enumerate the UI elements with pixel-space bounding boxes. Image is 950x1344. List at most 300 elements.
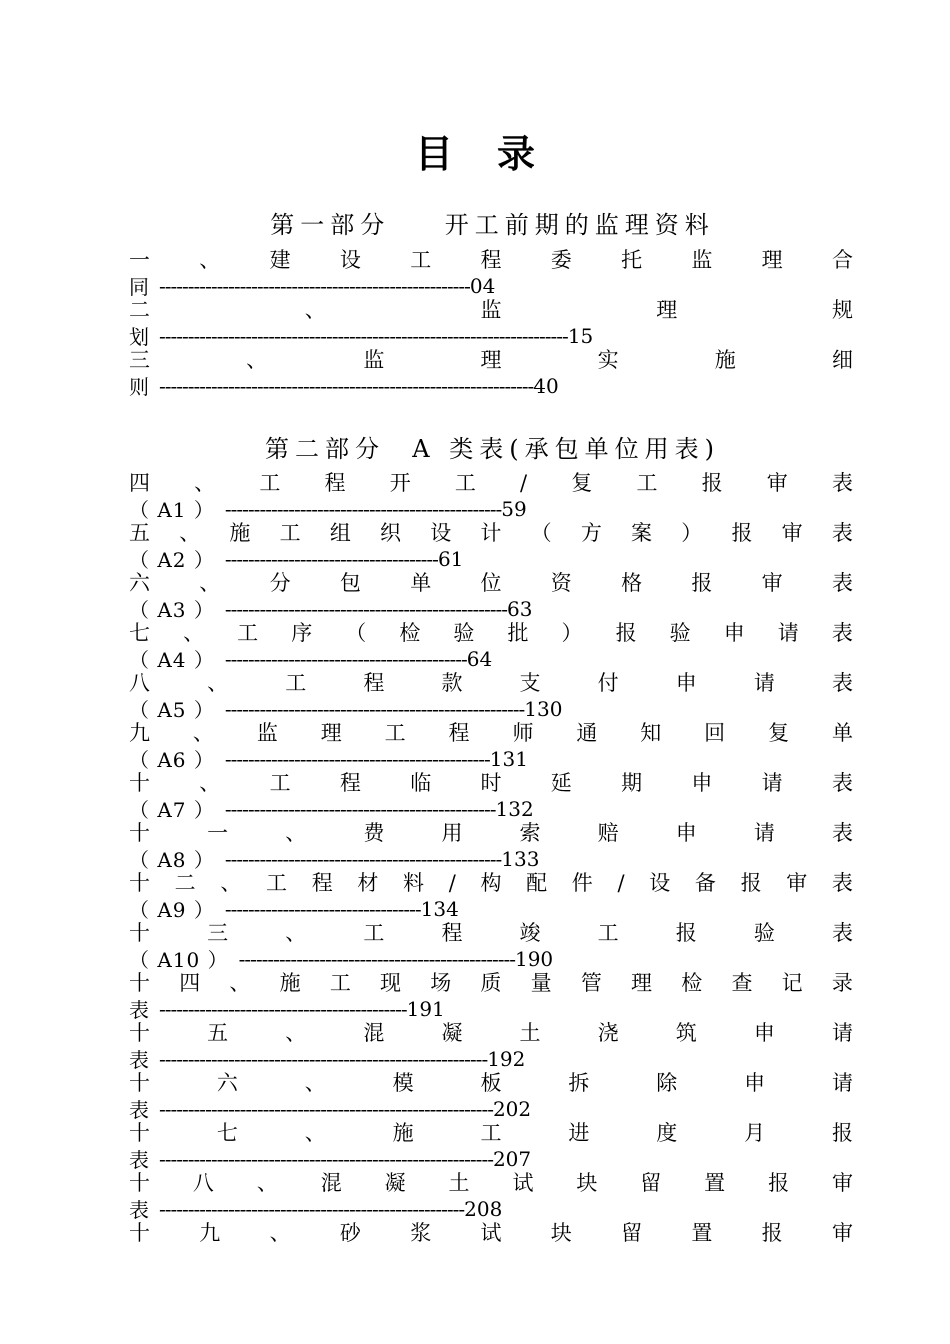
- entry-title-char: 设: [430, 521, 452, 545]
- entry-title-char: 除: [656, 1071, 678, 1095]
- entry-title-char: 监: [691, 248, 713, 272]
- page-number: 191: [406, 996, 445, 1021]
- entry-title-char: 十: [129, 1121, 150, 1145]
- entry-title-char: 二: [174, 871, 196, 895]
- entry-title-char: 四: [179, 971, 201, 995]
- entry-title-char: 件: [571, 871, 593, 895]
- dot-leader: ------------------------------------------------: [224, 846, 502, 871]
- dot-leader: -----------------------------------------------------: [159, 1196, 465, 1221]
- entry-leader-line: [129, 323, 853, 348]
- entry-leader-line: [129, 1046, 853, 1071]
- entry-title-char: 备: [694, 871, 716, 895]
- dot-leader: -------------------------------------------: [159, 996, 407, 1021]
- entry-leader-line: [129, 1096, 853, 1121]
- toc-entry[interactable]: [129, 1021, 853, 1071]
- entry-title-char: 十: [129, 1021, 150, 1045]
- entry-title-char: 验: [453, 621, 475, 645]
- entry-title-char: 场: [430, 971, 452, 995]
- entry-title-char: 、: [285, 921, 307, 945]
- entry-title-char: 批: [507, 621, 529, 645]
- entry-leader-label: （ A5 ）: [129, 698, 215, 721]
- entry-leader-label: 则: [129, 375, 149, 398]
- entry-title-char: 报: [761, 1221, 783, 1245]
- toc-entry[interactable]: [129, 521, 853, 571]
- entry-title-char: 、: [220, 871, 242, 895]
- entry-title-char: 、: [207, 671, 229, 695]
- entry-title-line: [129, 821, 853, 846]
- dot-leader: ----------------------------------------------------------: [159, 1096, 493, 1121]
- entry-title-char: 监: [480, 298, 502, 322]
- toc-entry[interactable]: [129, 971, 853, 1021]
- entry-title-char: 设: [649, 871, 671, 895]
- toc-entry[interactable]: [129, 1071, 853, 1121]
- entry-title-line: [129, 921, 853, 946]
- entry-title-char: 报: [740, 871, 762, 895]
- entry-title-line: [129, 1171, 853, 1196]
- entry-title-char: 建: [269, 248, 291, 272]
- entry-title-char: 留: [640, 1171, 662, 1195]
- dot-leader: -------------------------------------------------: [224, 596, 508, 621]
- entry-title-char: 临: [410, 771, 432, 795]
- entry-title-char: 施: [229, 521, 251, 545]
- entry-title-char: 施: [279, 971, 301, 995]
- entry-title-char: 程: [324, 471, 346, 495]
- entry-title-char: 回: [704, 721, 726, 745]
- entry-title-char: 砂: [339, 1221, 361, 1245]
- entry-leader-label: （ A1 ）: [129, 498, 215, 521]
- entry-title-char: 试: [512, 1171, 534, 1195]
- entry-leader-label: 表: [129, 1148, 149, 1171]
- entry-leader-line: [129, 946, 853, 971]
- entry-title-line: [129, 571, 853, 596]
- entry-title-char: 质: [480, 971, 502, 995]
- entry-title-char: 案: [631, 521, 653, 545]
- entry-title-char: 竣: [519, 921, 541, 945]
- entry-title-char: 试: [480, 1221, 502, 1245]
- page-number: 208: [464, 1196, 503, 1221]
- entry-title-char: 筑: [675, 1021, 697, 1045]
- entry-title-line: [129, 298, 853, 323]
- page-number: 202: [492, 1096, 532, 1121]
- page-number: 207: [492, 1146, 532, 1171]
- entry-leader-line: [129, 746, 853, 771]
- entry-title-char: 、: [194, 471, 216, 495]
- entry-leader-label: （ A3 ）: [129, 598, 215, 621]
- entry-title-char: /: [520, 471, 528, 495]
- toc-entry[interactable]: [129, 921, 853, 971]
- entry-title-char: 款: [441, 671, 463, 695]
- entry-title-char: 、: [304, 1121, 326, 1145]
- entry-title-char: 工: [237, 621, 259, 645]
- entry-title-char: 表: [831, 821, 853, 845]
- entry-title-char: 十: [129, 871, 150, 895]
- entry-title-char: 报: [731, 521, 753, 545]
- entry-title-char: 理: [761, 248, 783, 272]
- entry-title-char: 工: [363, 921, 385, 945]
- entry-title-char: 付: [597, 671, 619, 695]
- entry-title-char: 八: [192, 1171, 214, 1195]
- entry-title-char: 凝: [441, 1021, 463, 1045]
- entry-title-char: ）: [681, 521, 703, 545]
- entry-title-char: 、: [304, 298, 326, 322]
- entry-title-char: 计: [480, 521, 502, 545]
- entry-title-char: 位: [480, 571, 502, 595]
- entry-title-char: 三: [129, 348, 150, 372]
- entry-title-char: 六: [129, 571, 150, 595]
- dot-leader: ----------------------------------------------------: [224, 696, 525, 721]
- dot-leader: ----------------------------------: [224, 896, 421, 921]
- entry-leader-label: （ A8 ）: [129, 848, 215, 871]
- entry-title-char: 配: [526, 871, 548, 895]
- title-char: 目: [414, 130, 453, 176]
- entry-title-char: 申: [691, 771, 713, 795]
- page-number: 192: [487, 1046, 526, 1071]
- entry-title-line: [129, 521, 853, 546]
- toc-entry[interactable]: [129, 671, 853, 721]
- entry-title-char: 工: [454, 471, 476, 495]
- entry-leader-label: 划: [129, 325, 149, 348]
- entry-title-char: 、: [304, 1071, 326, 1095]
- entry-title-line: [129, 721, 853, 746]
- entry-title-char: 组: [329, 521, 351, 545]
- entry-title-char: 报: [701, 471, 723, 495]
- entry-title-char: 资: [550, 571, 572, 595]
- entry-title-char: 用: [441, 821, 463, 845]
- entry-title-char: 请: [761, 771, 783, 795]
- entry-title-char: 十: [129, 971, 150, 995]
- entry-title-char: 表: [831, 871, 853, 895]
- page-number: 190: [514, 946, 554, 971]
- entry-title-char: 格: [621, 571, 643, 595]
- entry-title-char: 六: [216, 1071, 238, 1095]
- entry-title-char: 复: [571, 471, 593, 495]
- entry-title-char: 理: [480, 348, 502, 372]
- entry-title-char: 浇: [597, 1021, 619, 1045]
- entry-title-char: 量: [530, 971, 552, 995]
- entry-title-char: 审: [781, 521, 803, 545]
- entry-leader-label: （ A9 ）: [129, 898, 215, 921]
- entry-title-char: 支: [519, 671, 541, 695]
- entry-title-char: 模: [392, 1071, 414, 1095]
- entry-title-char: 十: [129, 1221, 150, 1245]
- entry-title-char: 请: [831, 1021, 853, 1045]
- toc-entry[interactable]: [129, 1171, 853, 1221]
- page-number: 61: [437, 546, 464, 571]
- entry-title-char: 委: [550, 248, 572, 272]
- entry-title-char: 工: [410, 248, 432, 272]
- entry-title-char: 工: [384, 721, 406, 745]
- entry-title-char: 审: [786, 871, 808, 895]
- document-title: [0, 120, 950, 180]
- toc-entry[interactable]: [129, 821, 853, 871]
- entry-title-line: [129, 771, 853, 796]
- entry-title-char: 十: [129, 771, 150, 795]
- entry-title-char: 设: [339, 248, 361, 272]
- entry-title-char: 索: [519, 821, 541, 845]
- entry-title-char: 理: [656, 298, 678, 322]
- entry-title-char: 土: [519, 1021, 541, 1045]
- entry-title-char: 十: [129, 921, 150, 945]
- dot-leader: ---------------------------------------------------------: [159, 1046, 488, 1071]
- entry-title-char: 、: [246, 348, 268, 372]
- entry-title-char: 报: [675, 921, 697, 945]
- entry-title-char: 五: [207, 1021, 229, 1045]
- entry-title-char: 序: [291, 621, 313, 645]
- entry-title-char: 报: [832, 1121, 853, 1145]
- entry-title-char: 延: [550, 771, 572, 795]
- entry-title-char: 土: [448, 1171, 470, 1195]
- entry-title-line: [129, 1221, 853, 1246]
- entry-title-line: [129, 671, 853, 696]
- entry-title-line: [129, 248, 853, 273]
- entry-title-char: 细: [831, 348, 853, 372]
- dot-leader: ------------------------------------------: [224, 646, 467, 671]
- entry-title-char: 申: [723, 621, 745, 645]
- entry-title-char: 工: [597, 921, 619, 945]
- entry-title-char: 织: [380, 521, 402, 545]
- entry-title-char: 查: [731, 971, 753, 995]
- entry-leader-line: [129, 596, 853, 621]
- entry-leader-label: （ A2 ）: [129, 548, 215, 571]
- entry-title-char: 程: [311, 871, 333, 895]
- entry-title-char: 请: [777, 621, 799, 645]
- entry-title-char: 申: [675, 821, 697, 845]
- entry-title-char: 程: [441, 921, 463, 945]
- page-number: 131: [489, 746, 528, 771]
- entry-title-char: 报: [691, 571, 713, 595]
- entry-leader-label: 表: [129, 1048, 149, 1071]
- part1-heading: 第一部分 开工前期的监理资料: [270, 210, 715, 239]
- entry-title-char: 监: [363, 348, 385, 372]
- entry-title-char: 管: [580, 971, 602, 995]
- page-number: 15: [567, 323, 594, 348]
- entry-leader-label: （ A4 ）: [129, 648, 215, 671]
- entry-title-char: 、: [256, 1171, 278, 1195]
- toc-entry[interactable]: [129, 571, 853, 621]
- entry-title-char: 表: [831, 471, 853, 495]
- entry-title-char: 、: [229, 971, 251, 995]
- dot-leader: -----------------------------------------------: [224, 796, 496, 821]
- entry-title-char: 置: [691, 1221, 713, 1245]
- page-number: 134: [420, 896, 459, 921]
- page-number: 133: [501, 846, 540, 871]
- entry-title-char: 浆: [410, 1221, 432, 1245]
- dot-leader: ------------------------------------------------: [238, 946, 515, 971]
- entry-title-char: 拆: [568, 1071, 590, 1095]
- entry-title-char: 合: [831, 248, 853, 272]
- entry-title-char: 月: [744, 1121, 766, 1145]
- entry-title-char: 度: [656, 1121, 678, 1145]
- dot-leader: -----------------------------------------------------------------------: [159, 323, 568, 348]
- toc-entry[interactable]: [129, 471, 853, 521]
- entry-title-char: 审: [766, 471, 788, 495]
- entry-title-char: 板: [480, 1071, 502, 1095]
- entry-title-char: 现: [380, 971, 402, 995]
- entry-title-char: 程: [363, 671, 385, 695]
- entry-title-char: 检: [681, 971, 703, 995]
- entry-title-char: 留: [621, 1221, 643, 1245]
- entry-title-char: 、: [199, 771, 221, 795]
- entry-leader-line: [129, 696, 853, 721]
- entry-title-char: 凝: [384, 1171, 406, 1195]
- entry-title-char: （: [530, 521, 552, 545]
- entry-title-char: 复: [768, 721, 790, 745]
- entry-leader-line: [129, 546, 853, 571]
- entry-title-char: 费: [363, 821, 385, 845]
- entry-leader-line: [129, 1146, 853, 1171]
- entry-title-char: 进: [568, 1121, 590, 1145]
- entry-title-char: 程: [480, 248, 502, 272]
- entry-title-char: 一: [129, 248, 150, 272]
- entry-title-char: 审: [761, 571, 783, 595]
- entry-title-char: 、: [199, 571, 221, 595]
- entry-title-char: 监: [256, 721, 278, 745]
- entry-title-line: [129, 871, 853, 896]
- entry-title-char: 审: [831, 1171, 853, 1195]
- entry-title-char: 料: [403, 871, 425, 895]
- dot-leader: -----------------------------------------------------------------: [159, 373, 534, 398]
- entry-title-char: 分: [269, 571, 291, 595]
- dot-leader: ----------------------------------------------------------: [159, 1146, 493, 1171]
- entry-title-char: 一: [207, 821, 229, 845]
- entry-title-char: 十: [129, 1071, 150, 1095]
- entry-title-char: 九: [129, 721, 150, 745]
- entry-title-char: 、: [285, 821, 307, 845]
- entry-title-char: 程: [339, 771, 361, 795]
- page-number: 64: [466, 646, 493, 671]
- toc-entry[interactable]: [129, 621, 853, 671]
- entry-title-char: 施: [714, 348, 736, 372]
- entry-title-char: 验: [669, 621, 691, 645]
- entry-leader-line: [129, 373, 853, 398]
- entry-title-char: 表: [831, 621, 853, 645]
- entry-title-char: 、: [179, 521, 201, 545]
- entry-title-char: ）: [561, 621, 583, 645]
- toc-entry[interactable]: [129, 1121, 853, 1171]
- entry-leader-label: 表: [129, 1098, 149, 1121]
- entry-title-char: 工: [480, 1121, 502, 1145]
- entry-title-char: 三: [207, 921, 229, 945]
- entry-leader-label: （ A7 ）: [129, 798, 215, 821]
- entry-title-char: 方: [580, 521, 602, 545]
- toc-entry[interactable]: [129, 871, 853, 921]
- entry-title-char: 验: [753, 921, 775, 945]
- toc-entry[interactable]: [129, 248, 853, 298]
- entry-title-line: [129, 471, 853, 496]
- entry-title-char: 工: [259, 471, 281, 495]
- page-number: 132: [495, 796, 534, 821]
- entry-title-char: /: [617, 871, 625, 895]
- entry-title-char: 置: [704, 1171, 726, 1195]
- part2-heading: 第二部分 A 类表(承包单位用表): [265, 434, 720, 463]
- entry-title-char: 单: [831, 721, 853, 745]
- page-number: 40: [533, 373, 559, 398]
- entry-title-char: 四: [129, 471, 150, 495]
- entry-title-char: 期: [621, 771, 643, 795]
- toc-entry[interactable]: [129, 348, 853, 398]
- entry-title-char: 十: [129, 1171, 150, 1195]
- toc-entry[interactable]: [129, 771, 853, 821]
- entry-title-char: 工: [329, 971, 351, 995]
- dot-leader: ------------------------------------------------: [224, 496, 502, 521]
- entry-leader-label: 表: [129, 1198, 149, 1221]
- entry-leader-label: （ A10 ）: [129, 948, 229, 971]
- entry-leader-line: [129, 896, 853, 921]
- dot-leader: ------------------------------------------------------: [159, 273, 470, 298]
- entry-title-char: 赔: [597, 821, 619, 845]
- entry-title-char: 实: [597, 348, 619, 372]
- entry-title-char: 报: [768, 1171, 790, 1195]
- page-number: 130: [524, 696, 563, 721]
- entry-title-char: 工: [266, 871, 288, 895]
- entry-title-line: [129, 348, 853, 373]
- entry-title-char: （: [345, 621, 367, 645]
- entry-title-char: 表: [831, 771, 853, 795]
- entry-leader-line: [129, 496, 853, 521]
- entry-title-char: 、: [192, 721, 214, 745]
- entry-title-line: [129, 1071, 853, 1096]
- entry-leader-line: [129, 273, 853, 298]
- entry-title-char: 工: [285, 671, 307, 695]
- entry-title-line: [129, 1121, 853, 1146]
- dot-leader: ----------------------------------------------: [224, 746, 490, 771]
- entry-title-char: 、: [285, 1021, 307, 1045]
- title-char: 录: [497, 130, 536, 176]
- entry-title-char: 申: [753, 1021, 775, 1045]
- entry-title-char: 申: [744, 1071, 766, 1095]
- entry-title-char: 七: [216, 1121, 238, 1145]
- entry-title-char: 录: [831, 971, 853, 995]
- entry-title-char: 开: [389, 471, 411, 495]
- entry-title-char: 二: [129, 298, 150, 322]
- entry-title-line: [129, 621, 853, 646]
- entry-title-char: 混: [363, 1021, 385, 1045]
- entry-title-char: 审: [831, 1221, 853, 1245]
- entry-leader-label: 同: [129, 275, 149, 298]
- entry-leader-line: [129, 996, 853, 1021]
- entry-title-char: 表: [831, 671, 853, 695]
- entry-title-line: [129, 1021, 853, 1046]
- entry-title-char: 块: [576, 1171, 598, 1195]
- page-number: 04: [469, 273, 496, 298]
- entry-title-char: 师: [512, 721, 534, 745]
- entry-title-char: 混: [320, 1171, 342, 1195]
- entry-title-char: 程: [448, 721, 470, 745]
- entry-leader-label: 表: [129, 998, 149, 1021]
- entry-title-char: 九: [199, 1221, 221, 1245]
- entry-title-char: 通: [576, 721, 598, 745]
- toc-entry[interactable]: [129, 1221, 853, 1246]
- entry-title-char: 表: [831, 571, 853, 595]
- entry-title-char: 八: [129, 671, 150, 695]
- entry-title-char: 时: [480, 771, 502, 795]
- entry-title-char: 构: [480, 871, 502, 895]
- entry-title-char: 申: [675, 671, 697, 695]
- toc-entry[interactable]: [129, 298, 853, 348]
- entry-title-char: 施: [392, 1121, 414, 1145]
- entry-title-char: 块: [550, 1221, 572, 1245]
- entry-title-char: 材: [357, 871, 379, 895]
- entry-title-char: 请: [753, 671, 775, 695]
- page-number: 59: [501, 496, 527, 521]
- entry-leader-line: [129, 846, 853, 871]
- entry-title-char: 理: [320, 721, 342, 745]
- entry-title-char: 报: [615, 621, 637, 645]
- entry-title-char: 十: [129, 821, 150, 845]
- entry-title-char: 托: [621, 248, 643, 272]
- entry-title-char: 记: [781, 971, 803, 995]
- toc-entry[interactable]: [129, 721, 853, 771]
